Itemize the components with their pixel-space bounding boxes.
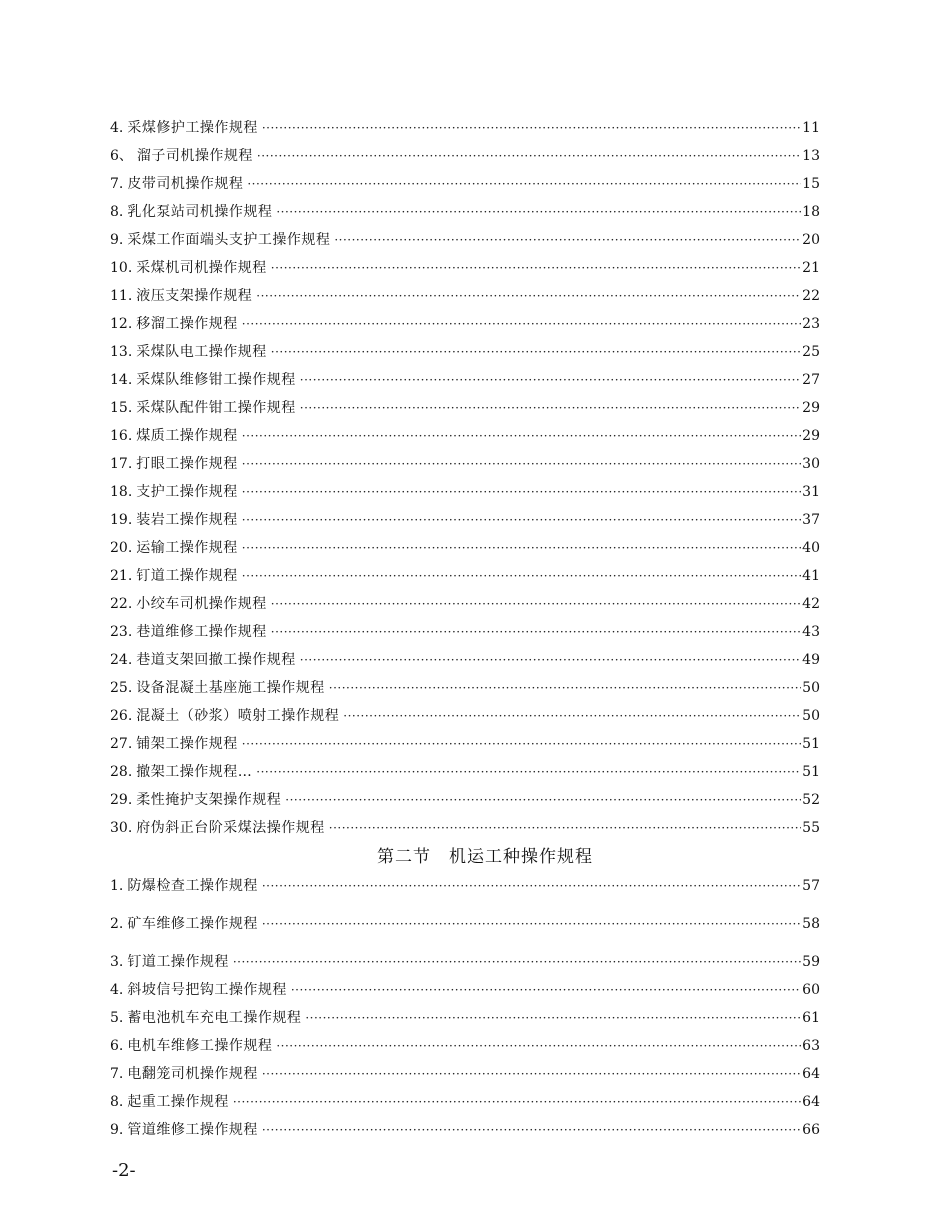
- toc-entry-title: 铺架工操作规程: [136, 736, 238, 752]
- toc-entry: [110, 590, 820, 618]
- toc-entry-leader-dots: [242, 450, 801, 478]
- toc-entry-page-number: 18: [802, 204, 820, 220]
- toc-entry-leader-dots: [291, 976, 801, 1004]
- toc-entry-number: 12.: [110, 316, 133, 332]
- toc-entry-title: 小绞车司机操作规程: [136, 596, 267, 612]
- toc-entry-page-number: 21: [802, 260, 820, 276]
- toc-entry-title: 采煤队电工操作规程: [136, 344, 267, 360]
- toc-entry-leader-dots: [262, 910, 801, 938]
- toc-entry-leader-dots: [271, 254, 801, 282]
- toc-entry-leader-dots: [276, 198, 801, 226]
- toc-entry-number: 16.: [110, 428, 133, 444]
- toc-entry: [110, 948, 820, 976]
- toc-entry: [110, 1032, 820, 1060]
- toc-entry-page-number: 42: [802, 596, 820, 612]
- toc-entry-page-number: 13: [802, 148, 820, 164]
- toc-entry-page-number: 66: [802, 1122, 820, 1138]
- toc-entry-page-number: 27: [802, 372, 820, 388]
- toc-entry-title: 皮带司机操作规程: [127, 176, 244, 192]
- table-of-contents: [110, 114, 820, 1144]
- toc-entry: [110, 450, 820, 478]
- toc-entry-number: 25.: [110, 680, 133, 696]
- toc-entry-number: 13.: [110, 344, 133, 360]
- toc-entry: [110, 114, 820, 142]
- toc-entry-title: 防爆检查工操作规程: [127, 878, 258, 894]
- toc-entry-leader-dots: [343, 702, 801, 730]
- toc-entry: [110, 366, 820, 394]
- toc-entry-page-number: 60: [802, 982, 820, 998]
- toc-entry-number: 9.: [110, 1122, 124, 1138]
- toc-entry-title: 电翻笼司机操作规程: [127, 1066, 258, 1082]
- toc-entry-number: 21.: [110, 568, 133, 584]
- toc-entry-leader-dots: [271, 618, 801, 646]
- toc-entry-leader-dots: [242, 534, 801, 562]
- toc-entry-page-number: 50: [802, 680, 820, 696]
- toc-entry-page-number: 50: [802, 708, 820, 724]
- toc-entry-leader-dots: [300, 394, 801, 422]
- toc-entry: [110, 562, 820, 590]
- toc-entry-title: 移溜工操作规程: [136, 316, 238, 332]
- toc-entry-title: 蓄电池机车充电工操作规程: [127, 1010, 302, 1026]
- toc-entry-leader-dots: [285, 786, 801, 814]
- toc-entry-number: 14.: [110, 372, 133, 388]
- toc-entry-number: 4.: [110, 982, 124, 998]
- toc-entry-title: 乳化泵站司机操作规程: [127, 204, 273, 220]
- toc-entry-title: 柔性掩护支架操作规程: [136, 792, 282, 808]
- toc-entry-title: 钉道工操作规程: [127, 954, 229, 970]
- toc-entry: [110, 1088, 820, 1116]
- toc-entry: [110, 226, 820, 254]
- toc-entry-page-number: 37: [802, 512, 820, 528]
- toc-entry-title: 液压支架操作规程: [136, 288, 253, 304]
- toc-entry: [110, 534, 820, 562]
- toc-entry-number: 20.: [110, 540, 133, 556]
- toc-entry: [110, 506, 820, 534]
- toc-entry: [110, 254, 820, 282]
- toc-entry-number: 11.: [110, 288, 133, 304]
- toc-entry-title: 支护工操作规程: [136, 484, 238, 500]
- toc-entry-page-number: 43: [802, 624, 820, 640]
- toc-entry-leader-dots: [276, 1032, 801, 1060]
- toc-entry-number: 4.: [110, 120, 124, 136]
- toc-entry-page-number: 61: [802, 1010, 820, 1026]
- toc-entry: [110, 310, 820, 338]
- toc-entry-number: 7.: [110, 176, 124, 192]
- toc-entry-title: 采煤队配件钳工操作规程: [136, 400, 296, 416]
- toc-entry-title: 采煤队维修钳工操作规程: [136, 372, 296, 388]
- toc-entry: [110, 702, 820, 730]
- toc-entry-leader-dots: [300, 366, 801, 394]
- toc-entry-leader-dots: [242, 562, 801, 590]
- toc-entry: [110, 910, 820, 938]
- toc-entry-title: 斜坡信号把钩工操作规程: [127, 982, 287, 998]
- section-heading-text: 第二节 机运工种操作规程: [377, 847, 593, 867]
- toc-entry-page-number: 41: [802, 568, 820, 584]
- toc-entry-title: 电机车维修工操作规程: [127, 1038, 273, 1054]
- toc-entry-number: 28.: [110, 764, 133, 780]
- toc-entry-leader-dots: [233, 1088, 801, 1116]
- toc-entry: [110, 646, 820, 674]
- toc-entry: [110, 142, 820, 170]
- toc-entry-page-number: 31: [802, 484, 820, 500]
- toc-entry-page-number: 29: [802, 400, 820, 416]
- toc-entry-leader-dots: [257, 142, 801, 170]
- toc-entry: [110, 1116, 820, 1144]
- toc-entry-number: 8.: [110, 1094, 124, 1110]
- toc-entry-title: 起重工操作规程: [127, 1094, 229, 1110]
- page-number-footer: -2-: [112, 1160, 136, 1181]
- toc-entry-title: 撤架工操作规程…: [136, 764, 253, 780]
- toc-entry: [110, 872, 820, 900]
- toc-entry-page-number: 64: [802, 1066, 820, 1082]
- toc-entry-page-number: 25: [802, 344, 820, 360]
- toc-entry: [110, 976, 820, 1004]
- toc-entry-leader-dots: [242, 422, 801, 450]
- toc-entry-title: 设备混凝土基座施工操作规程: [136, 680, 325, 696]
- toc-entry-number: 26.: [110, 708, 133, 724]
- toc-entry-leader-dots: [262, 872, 801, 900]
- toc-entry-leader-dots: [271, 590, 801, 618]
- toc-entry-leader-dots: [242, 310, 801, 338]
- toc-entry-leader-dots: [242, 506, 801, 534]
- toc-entry-title: 巷道支架回撤工操作规程: [136, 652, 296, 668]
- toc-entry-title: 管道维修工操作规程: [127, 1122, 258, 1138]
- toc-entry: [110, 1060, 820, 1088]
- toc-entry-number: 18.: [110, 484, 133, 500]
- toc-entry-number: 9.: [110, 232, 124, 248]
- toc-entry-title: 钉道工操作规程: [136, 568, 238, 584]
- toc-entry-page-number: 57: [802, 878, 820, 894]
- toc-entry-page-number: 22: [802, 288, 820, 304]
- toc-entry-title: 采煤机司机操作规程: [136, 260, 267, 276]
- section-heading: [150, 842, 820, 872]
- toc-entry-title: 煤质工操作规程: [136, 428, 238, 444]
- toc-list-section-2: [110, 872, 820, 1144]
- toc-entry-page-number: 49: [802, 652, 820, 668]
- toc-entry: [110, 814, 820, 842]
- toc-entry-page-number: 64: [802, 1094, 820, 1110]
- toc-entry-title: 运输工操作规程: [136, 540, 238, 556]
- toc-entry-number: 7.: [110, 1066, 124, 1082]
- toc-entry-leader-dots: [300, 646, 801, 674]
- toc-entry: [110, 730, 820, 758]
- toc-entry: [110, 786, 820, 814]
- toc-entry-number: 2.: [110, 916, 124, 932]
- toc-entry: [110, 478, 820, 506]
- toc-entry-number: 30.: [110, 820, 133, 836]
- toc-entry-page-number: 51: [802, 736, 820, 752]
- toc-entry-number: 15.: [110, 400, 133, 416]
- toc-entry-number: 6.: [110, 1038, 124, 1054]
- toc-entry-number: 23.: [110, 624, 133, 640]
- toc-entry-page-number: 11: [802, 120, 820, 136]
- toc-entry-page-number: 58: [802, 916, 820, 932]
- toc-entry-leader-dots: [334, 226, 801, 254]
- toc-entry-leader-dots: [262, 1116, 801, 1144]
- toc-entry: [110, 198, 820, 226]
- toc-entry: [110, 758, 820, 786]
- toc-entry-number: 8.: [110, 204, 124, 220]
- toc-entry-number: 5.: [110, 1010, 124, 1026]
- toc-entry-page-number: 30: [802, 456, 820, 472]
- toc-entry-title: 装岩工操作规程: [136, 512, 238, 528]
- toc-entry-leader-dots: [242, 478, 801, 506]
- toc-entry-page-number: 15: [802, 176, 820, 192]
- toc-entry-number: 29.: [110, 792, 133, 808]
- toc-entry: [110, 338, 820, 366]
- toc-entry-number: 10.: [110, 260, 133, 276]
- toc-entry-number: 19.: [110, 512, 133, 528]
- toc-entry-page-number: 59: [802, 954, 820, 970]
- toc-entry-title: 采煤修护工操作规程: [127, 120, 258, 136]
- toc-entry-leader-dots: [256, 282, 801, 310]
- toc-entry-number: 24.: [110, 652, 133, 668]
- toc-entry-number: 3.: [110, 954, 124, 970]
- toc-entry-page-number: 29: [802, 428, 820, 444]
- toc-entry-leader-dots: [329, 674, 801, 702]
- toc-entry-number: 17.: [110, 456, 133, 472]
- toc-entry-page-number: 23: [802, 316, 820, 332]
- toc-entry-title: 混凝土（砂浆）喷射工操作规程: [136, 708, 340, 724]
- toc-entry: [110, 170, 820, 198]
- toc-entry-number: 22.: [110, 596, 133, 612]
- toc-entry-leader-dots: [242, 730, 801, 758]
- toc-entry: [110, 422, 820, 450]
- toc-entry-title: 打眼工操作规程: [136, 456, 238, 472]
- toc-entry-title: 溜子司机操作规程: [136, 148, 253, 164]
- toc-entry-leader-dots: [329, 814, 801, 842]
- toc-entry-page-number: 63: [802, 1038, 820, 1054]
- toc-entry-leader-dots: [271, 338, 801, 366]
- toc-entry-page-number: 40: [802, 540, 820, 556]
- toc-entry-number: 6、: [110, 148, 133, 164]
- toc-entry-leader-dots: [262, 1060, 801, 1088]
- toc-entry-title: 采煤工作面端头支护工操作规程: [127, 232, 331, 248]
- toc-entry: [110, 674, 820, 702]
- toc-entry-leader-dots: [256, 758, 801, 786]
- toc-entry-number: 1.: [110, 878, 124, 894]
- toc-list-section-1: [110, 114, 820, 842]
- toc-entry: [110, 1004, 820, 1032]
- toc-entry: [110, 394, 820, 422]
- toc-entry-number: 27.: [110, 736, 133, 752]
- toc-entry-page-number: 51: [802, 764, 820, 780]
- toc-entry: [110, 618, 820, 646]
- toc-entry-leader-dots: [247, 170, 801, 198]
- toc-entry-leader-dots: [262, 114, 801, 142]
- toc-entry-title: 矿车维修工操作规程: [127, 916, 258, 932]
- toc-entry-page-number: 52: [802, 792, 820, 808]
- toc-entry-leader-dots: [233, 948, 801, 976]
- toc-entry-page-number: 20: [802, 232, 820, 248]
- toc-entry-leader-dots: [305, 1004, 801, 1032]
- toc-entry: [110, 282, 820, 310]
- toc-entry-page-number: 55: [802, 820, 820, 836]
- toc-entry-title: 巷道维修工操作规程: [136, 624, 267, 640]
- toc-entry-title: 府伪斜正台阶采煤法操作规程: [136, 820, 325, 836]
